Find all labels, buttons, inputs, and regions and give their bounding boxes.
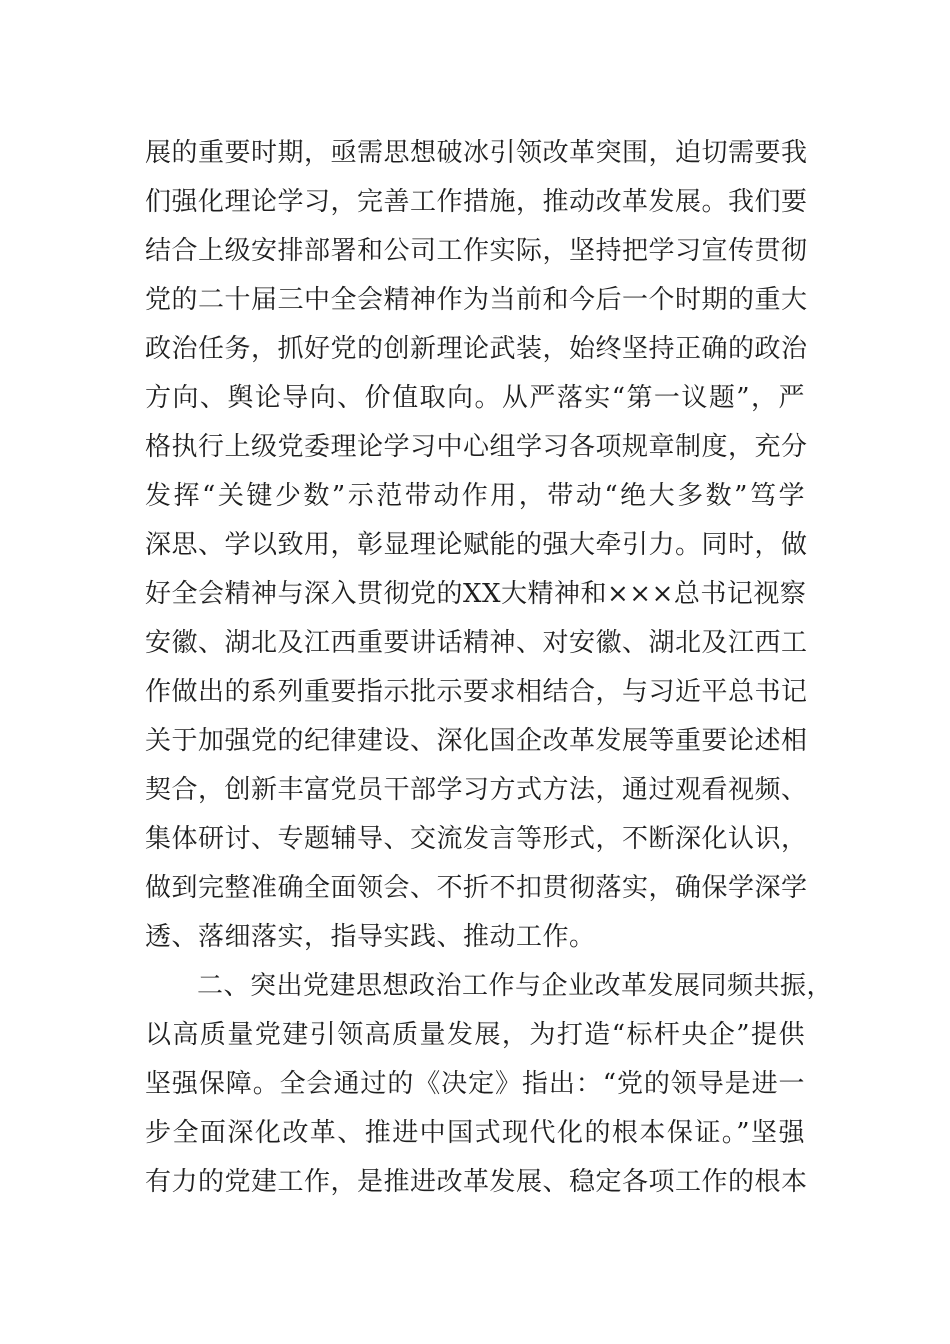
text-line: 透、落细落实，指导实践、推动工作。 bbox=[145, 922, 596, 952]
text-line: 步全面深化改革、推进中国式现代化的根本保证。”坚强 bbox=[145, 1118, 805, 1148]
text-line: 党的二十届三中全会精神作为当前和今后一个时期的重大 bbox=[145, 285, 808, 315]
text-line: 契合，创新丰富党员干部学习方式方法，通过观看视频、 bbox=[145, 775, 808, 805]
text-line: 展的重要时期，亟需思想破冰引领改革突围，迫切需要我 bbox=[145, 138, 808, 168]
text-line: 结合上级安排部署和公司工作实际，坚持把学习宣传贯彻 bbox=[145, 236, 808, 266]
text-line: 好全会精神与深入贯彻党的XX大精神和×××总书记视察 bbox=[145, 579, 807, 609]
text-line: 方向、舆论导向、价值取向。从严落实“第一议题”，严 bbox=[145, 383, 805, 413]
text-line: 集体研讨、专题辅导、交流发言等形式，不断深化认识， bbox=[145, 824, 808, 854]
text-line: 安徽、湖北及江西重要讲话精神、对安徽、湖北及江西工 bbox=[145, 628, 808, 658]
text-line: 格执行上级党委理论学习中心组学习各项规章制度，充分 bbox=[145, 432, 808, 462]
section-heading-line: 二、突出党建思想政治工作与企业改革发展同频共振， bbox=[197, 971, 834, 1001]
text-line: 以高质量党建引领高质量发展，为打造“标杆央企”提供 bbox=[145, 1020, 805, 1050]
text-line: 政治任务，抓好党的创新理论武装，始终坚持正确的政治 bbox=[145, 334, 808, 364]
text-line: 关于加强党的纪律建设、深化国企改革发展等重要论述相 bbox=[145, 726, 808, 756]
text-line: 坚强保障。全会通过的《决定》指出：“党的领导是进一 bbox=[145, 1069, 805, 1099]
text-line: 深思、学以致用，彰显理论赋能的强大牵引力。同时，做 bbox=[145, 530, 808, 560]
text-line: 发挥“关键少数”示范带动作用，带动“绝大多数”笃学 bbox=[145, 481, 805, 511]
text-line: 作做出的系列重要指示批示要求相结合，与习近平总书记 bbox=[145, 677, 808, 707]
text-line: 们强化理论学习，完善工作措施，推动改革发展。我们要 bbox=[145, 187, 808, 217]
text-line: 做到完整准确全面领会、不折不扣贯彻落实，确保学深学 bbox=[145, 873, 808, 903]
text-line: 有力的党建工作，是推进改革发展、稳定各项工作的根本 bbox=[145, 1167, 808, 1197]
